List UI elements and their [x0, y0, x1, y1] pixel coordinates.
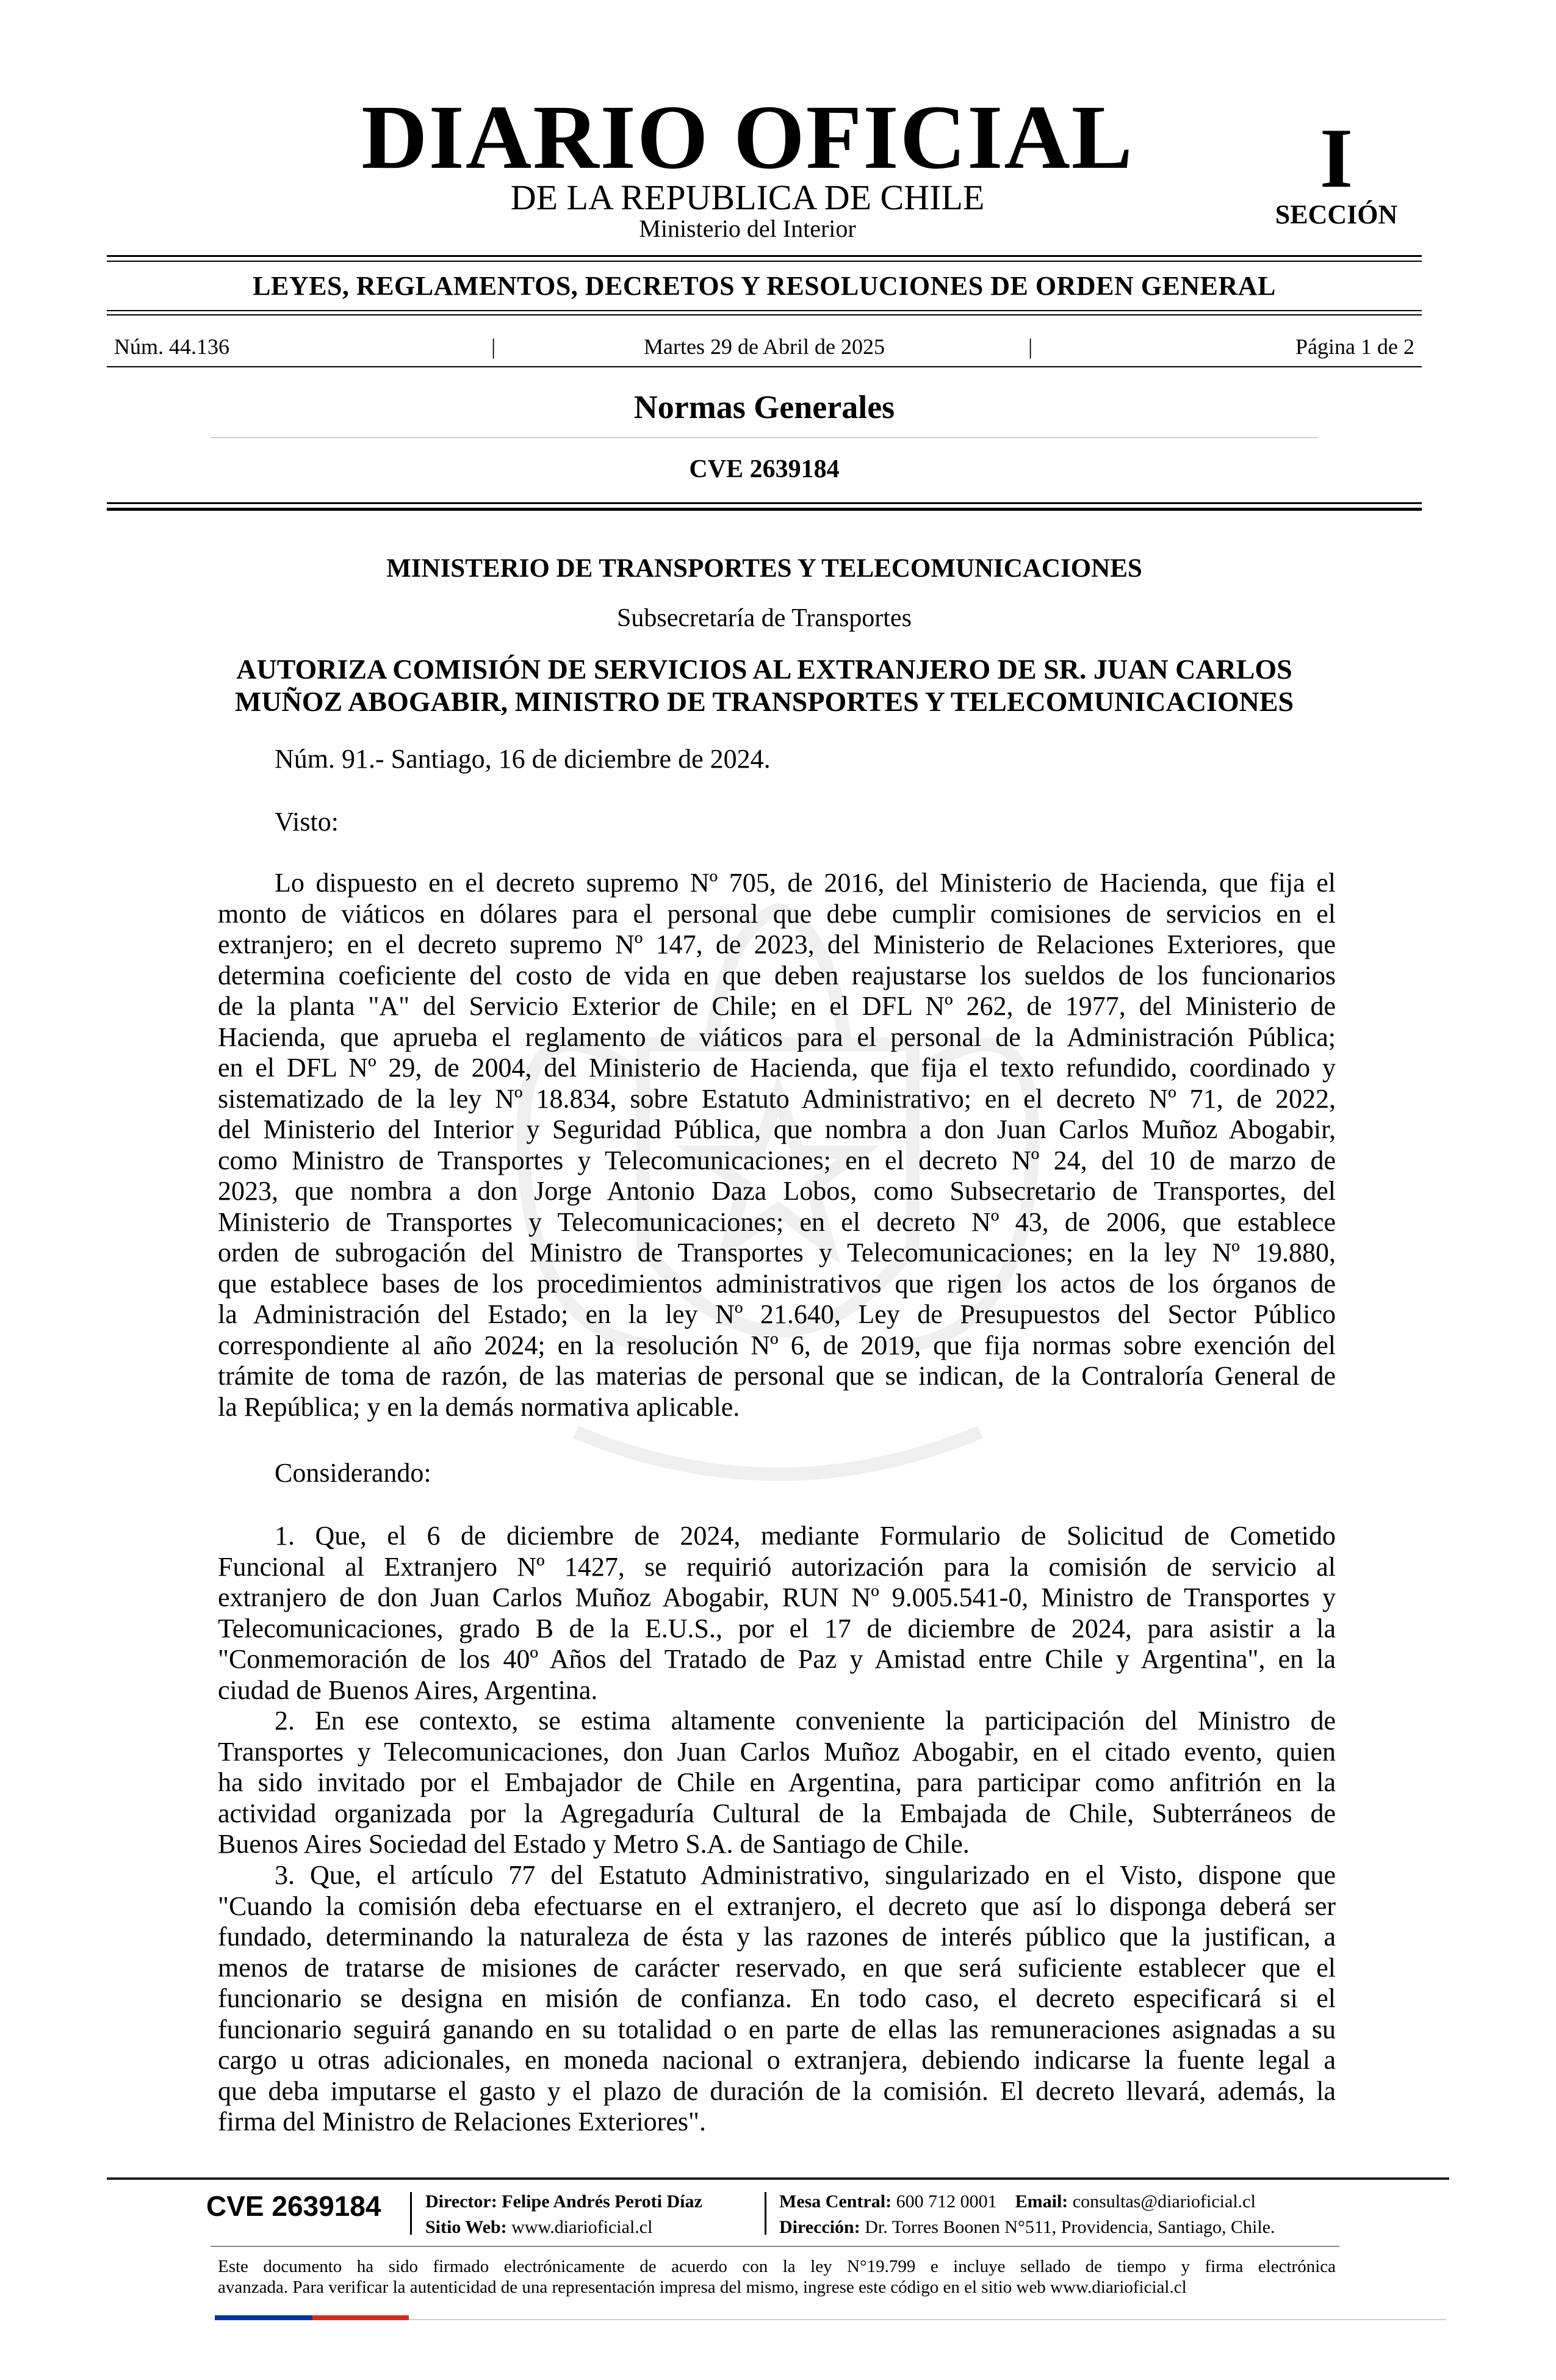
paragraph-line: Transportes y Telecomunicaciones, don Juan Carlos Muñoz Abogabir, en el citado evento, quien	[218, 1736, 1336, 1767]
considerando-item-2	[218, 1706, 1336, 1860]
visto-heading: Visto:	[275, 807, 339, 837]
paragraph-line: ha sido invitado por el Embajador de Chile en Argentina, para participar como anfitrión en la	[218, 1767, 1336, 1797]
paragraph-line: menos de tratarse de misiones de carácter reservado, en que será suficiente establecer que el	[218, 1952, 1336, 1983]
issue-info-bar	[107, 334, 1422, 359]
issue-separator: |	[491, 334, 496, 359]
cve-code: CVE 2639184	[689, 455, 840, 483]
director-name: Felipe Andrés Peroti Díaz	[502, 2191, 702, 2212]
paragraph-line: como Ministro de Transportes y Telecomunicaciones; en el decreto Nº 24, del 10 de marzo de	[218, 1145, 1336, 1175]
paragraph-line: Funcional al Extranjero Nº 1427, se requirió autorización para la comisión de servicio al	[218, 1551, 1336, 1582]
email-label: Email:	[1015, 2191, 1068, 2212]
page-indicator: Página 1 de 2	[1295, 334, 1414, 359]
issue-rule-bottom	[107, 366, 1422, 367]
paragraph-line: Lo dispuesto en el decreto supremo Nº 705, de 2016, del Ministerio de Hacienda, que fija el	[275, 868, 1336, 898]
paragraph-line: Hacienda, que aprueba el reglamento de viáticos para el personal de la Administración Pública;	[218, 1022, 1336, 1052]
legal-line: avanzada. Para verificar la autenticidad de una representación impresa del mismo, ingrese este código en el sitio web www.diarioficial.cl	[218, 2277, 1187, 2297]
paragraph-line: del Ministerio del Interior y Seguridad Pública, que nombra a don Juan Carlos Muñoz Abogabir,	[218, 1114, 1336, 1144]
paragraph-line: la Administración del Estado; en la ley Nº 21.640, Ley de Presupuestos del Sector Público	[218, 1299, 1336, 1329]
legal-line: Este documento ha sido firmado electrónicamente de acuerdo con la ley N°19.799 e incluye sellado de tiempo y firma electrónica	[218, 2257, 1336, 2276]
footer-divider	[410, 2192, 412, 2235]
paragraph-line: que deba imputarse el gasto y el plazo de duración de la comisión. El decreto llevará, además, la	[218, 2075, 1336, 2106]
decree-number-date: Núm. 91.- Santiago, 16 de diciembre de 2024.	[275, 744, 771, 774]
decree-title-line: MUÑOZ ABOGABIR, MINISTRO DE TRANSPORTES Y TELECOMUNICACIONES	[234, 686, 1294, 717]
website-label: Sitio Web:	[425, 2217, 507, 2237]
issue-number: Núm. 44.136	[114, 334, 229, 359]
banner-rule-bottom-thin	[107, 314, 1422, 316]
paragraph-line: actividad organizada por la Agregaduría Cultural de la Embajada de Chile, Subterráneos de	[218, 1798, 1336, 1828]
newspaper-subtitle: DE LA REPUBLICA DE CHILE	[510, 178, 985, 217]
email-address[interactable]: consultas@diarioficial.cl	[1072, 2191, 1256, 2212]
considerando-heading: Considerando:	[275, 1458, 431, 1488]
paragraph-line: fundado, determinando la naturaleza de ésta y las razones de interés público que la justifican, a	[218, 1922, 1336, 1952]
considerando-item-3	[218, 1860, 1336, 2138]
paragraph-line: "Cuando la comisión deba efectuarse en el extranjero, el decreto que así lo disponga deberá ser	[218, 1891, 1336, 1921]
footer-cve-code: CVE 2639184	[206, 2190, 381, 2222]
paragraph-line: 1. Que, el 6 de diciembre de 2024, mediante Formulario de Solicitud de Cometido	[275, 1521, 1336, 1551]
paragraph-line: orden de subrogación del Ministro de Transportes y Telecomunicaciones; en la ley Nº 19.880,	[218, 1238, 1336, 1268]
website-link[interactable]: www.diarioficial.cl	[511, 2217, 653, 2237]
masthead-rule-top-thin	[107, 261, 1422, 262]
paragraph-line: extranjero de don Juan Carlos Muñoz Abogabir, RUN Nº 9.005.541-0, Ministro de Transportes y	[218, 1582, 1336, 1612]
decree-title	[107, 653, 1422, 718]
banner-rule-bottom	[107, 310, 1422, 311]
paragraph-line: Buenos Aires Sociedad del Estado y Metro S.A. de Santiago de Chile.	[218, 1829, 970, 1859]
paragraph-line: correspondiente al año 2024; en la resolución Nº 6, de 2019, que fija normas sobre exención del	[218, 1330, 1336, 1360]
visto-paragraph	[218, 868, 1336, 1423]
paragraph-line: "Conmemoración de los 40º Años del Tratado de Paz y Amistad entre Chile y Argentina", en la	[218, 1644, 1336, 1674]
paragraph-line: Telecomunicaciones, grado B de la E.U.S., por el 17 de diciembre de 2024, para asistir a la	[218, 1613, 1336, 1643]
paragraph-line: ciudad de Buenos Aires, Argentina.	[218, 1675, 598, 1705]
paragraph-line: 2. En ese contexto, se estima altamente conveniente la participación del Ministro de	[275, 1706, 1336, 1736]
footer-rule	[107, 2177, 1449, 2180]
paragraph-line: Ministerio de Transportes y Telecomunicaciones; en el decreto Nº 43, de 2006, que establece	[218, 1206, 1336, 1237]
issue-separator: |	[1028, 334, 1033, 359]
paragraph-line: 3. Que, el artículo 77 del Estatuto Administrativo, singularizado en el Visto, dispone que	[275, 1860, 1336, 1890]
flag-stripe-blue	[215, 2315, 312, 2320]
paragraph-line: funcionario seguirá ganando en su totalidad o en parte de ellas las remuneraciones asignadas a su	[218, 2014, 1336, 2044]
newspaper-ministry: Ministerio del Interior	[639, 215, 856, 242]
section-label: SECCIÓN	[1275, 200, 1398, 229]
decree-title-line: AUTORIZA COMISIÓN DE SERVICIOS AL EXTRANJERO DE SR. JUAN CARLOS	[236, 654, 1292, 685]
footer-contact-block	[779, 2189, 1275, 2240]
issuing-subsecretaria: Subsecretaría de Transportes	[617, 604, 912, 632]
footer-rule-mid	[211, 2246, 1339, 2247]
paragraph-line: funcionario se designa en misión de confianza. En todo caso, el decreto especificará si el	[218, 1983, 1336, 2013]
paragraph-line: 2023, que nombra a don Jorge Antonio Daza Lobos, como Subsecretario de Transportes, del	[218, 1176, 1336, 1206]
header-rule-double-top	[107, 502, 1422, 504]
laws-banner: LEYES, REGLAMENTOS, DECRETOS Y RESOLUCIONES DE ORDEN GENERAL	[253, 271, 1276, 301]
director-label: Director:	[425, 2191, 497, 2212]
paragraph-line: firma del Ministro de Relaciones Exteriores".	[218, 2107, 706, 2137]
paragraph-line: sistematizado de la ley Nº 18.834, sobre Estatuto Administrativo; en el decreto Nº 71, de 2022,	[218, 1083, 1336, 1114]
section-title: Normas Generales	[633, 389, 895, 425]
phone-number: 600 712 0001	[896, 2191, 997, 2212]
footer-director-block	[425, 2189, 702, 2240]
section-title-rule	[211, 437, 1318, 438]
header-rule-double-bottom	[107, 508, 1422, 511]
paragraph-line: que establece bases de los procedimientos administrativos que rigen los actos de los órganos de	[218, 1268, 1336, 1299]
paragraph-line: extranjero; en el decreto supremo Nº 147, de 2023, del Ministerio de Relaciones Exteriores, que	[218, 929, 1336, 959]
paragraph-line: trámite de toma de razón, de las materias de personal que se indican, de la Contraloría General de	[218, 1361, 1336, 1391]
flag-stripe-red	[312, 2315, 409, 2320]
masthead-rule-top	[107, 255, 1422, 257]
paragraph-line: determina coeficiente del costo de vida en que deben reajustarse los sueldos de los funcionarios	[218, 960, 1336, 990]
issue-date: Martes 29 de Abril de 2025	[644, 334, 885, 359]
footer-legal-notice	[218, 2256, 1336, 2298]
address-label: Dirección:	[779, 2217, 860, 2237]
paragraph-line: de la planta "A" del Servicio Exterior de Chile; en el DFL Nº 262, de 1977, del Ministerio de	[218, 991, 1336, 1021]
issuing-ministry: MINISTERIO DE TRANSPORTES Y TELECOMUNICACIONES	[386, 554, 1142, 583]
address-text: Dr. Torres Boonen N°511, Providencia, Santiago, Chile.	[865, 2217, 1275, 2237]
paragraph-line: en el DFL Nº 29, de 2004, del Ministerio de Hacienda, que fija el texto refundido, coordinado y	[218, 1053, 1336, 1083]
paragraph-line: cargo u otras adicionales, en moneda nacional o extranjera, debiendo indicarse la fuente legal a	[218, 2045, 1336, 2075]
phone-label: Mesa Central:	[779, 2191, 892, 2212]
footer-rule-bottom	[409, 2319, 1446, 2320]
newspaper-title: DIARIO OFICIAL	[361, 87, 1134, 188]
paragraph-line: monto de viáticos en dólares para el personal que debe cumplir comisiones de servicios en el	[218, 898, 1336, 929]
footer-divider	[765, 2192, 766, 2235]
considerando-item-1	[218, 1521, 1336, 1706]
paragraph-line: la República; y en la demás normativa aplicable.	[218, 1391, 740, 1422]
section-numeral: I	[1319, 111, 1353, 206]
